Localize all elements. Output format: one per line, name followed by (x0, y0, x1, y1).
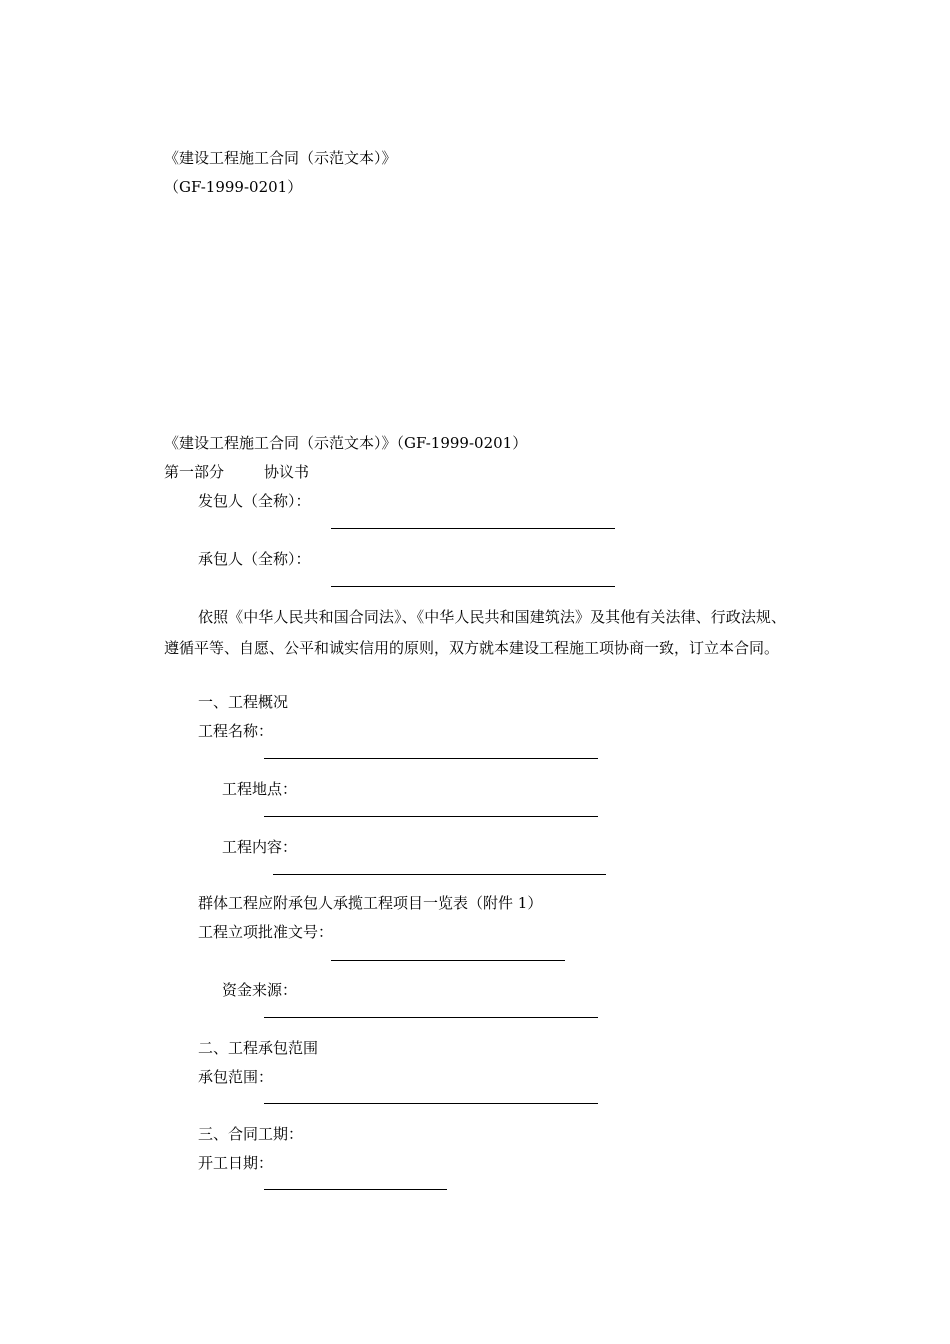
part-title: 协议书 (264, 463, 310, 481)
scope-blank-line (264, 1103, 598, 1104)
project-location-blank-line (264, 816, 598, 817)
scope-label: 承包范围： (198, 1068, 274, 1086)
section3-title: 三、合同工期： (198, 1125, 304, 1143)
start-date-label: 开工日期： (198, 1154, 274, 1172)
section2-title: 二、工程承包范围 (198, 1039, 319, 1057)
section1-title: 一、工程概况 (198, 693, 289, 711)
project-name-blank-line (264, 758, 598, 759)
part-label: 第一部分 (164, 463, 225, 481)
contractor-label: 承包人（全称）： (198, 550, 311, 568)
project-content-label: 工程内容： (222, 838, 298, 856)
approval-no-label: 工程立项批准文号： (198, 923, 334, 941)
employer-label: 发包人（全称）： (198, 492, 311, 510)
employer-blank-line (331, 528, 615, 529)
project-location-label: 工程地点： (222, 780, 298, 798)
preamble-paragraph: 依照《中华人民共和国合同法》、《中华人民共和国建筑法》及其他有关法律、行政法规、遵循平等、自愿、公平和诚实信用的原则，双方就本建设工程施工项协商一致，订立本合同。 (164, 608, 786, 657)
project-content-blank-line (273, 874, 606, 875)
funding-source-label: 资金来源： (222, 981, 298, 999)
cover-title: 《建设工程施工合同（示范文本）》 (164, 149, 397, 167)
start-date-blank-line (264, 1189, 447, 1190)
funding-source-blank-line (264, 1017, 598, 1018)
approval-no-blank-line (331, 960, 565, 961)
group-project-note: 群体工程应附承包人承揽工程项目一览表（附件 1） (198, 894, 543, 912)
contractor-blank-line (331, 586, 615, 587)
document-heading: 《建设工程施工合同（示范文本）》（GF-1999-0201） (164, 434, 528, 452)
project-name-label: 工程名称： (198, 722, 274, 740)
cover-code: （GF-1999-0201） (164, 178, 303, 196)
